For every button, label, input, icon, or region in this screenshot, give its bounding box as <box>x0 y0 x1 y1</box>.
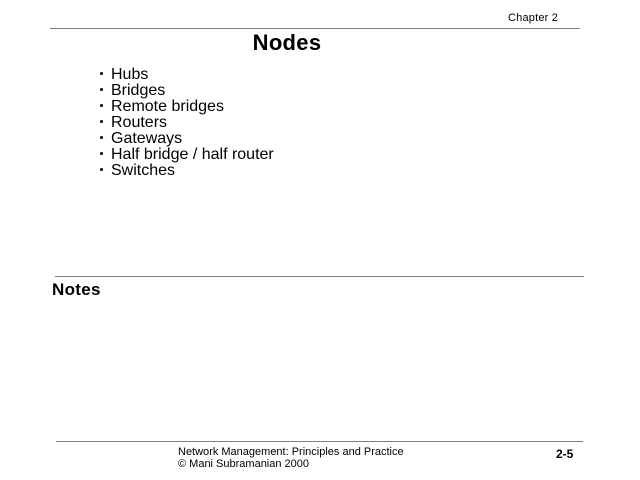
list-item <box>100 115 274 131</box>
list-item <box>100 163 274 179</box>
bullet-icon <box>100 88 103 91</box>
footer-book-title: Network Management: Principles and Practice <box>178 446 404 458</box>
notes-heading: Notes <box>52 280 101 299</box>
slide-title: Nodes <box>252 30 322 55</box>
chapter-label: Chapter 2 <box>508 12 559 24</box>
list-item-text: Half bridge / half router <box>111 146 274 163</box>
page-number: 2-5 <box>556 447 574 461</box>
bullet-icon <box>100 168 103 171</box>
list-item <box>100 67 274 83</box>
list-item-text: Gateways <box>111 130 183 147</box>
bullet-icon <box>100 136 103 139</box>
bullet-icon <box>100 72 103 75</box>
list-item-text: Switches <box>111 162 176 179</box>
bullet-icon <box>100 120 103 123</box>
bullet-icon <box>100 104 103 107</box>
list-item-text: Remote bridges <box>111 98 224 115</box>
bullet-icon <box>100 152 103 155</box>
list-item <box>100 99 274 115</box>
header-divider <box>50 28 580 29</box>
list-item <box>100 147 274 163</box>
notes-divider <box>55 276 584 277</box>
footer-copyright: © Mani Subramanian 2000 <box>178 458 310 470</box>
footer <box>178 446 404 470</box>
list-item <box>100 131 274 147</box>
list-item-text: Routers <box>111 114 168 131</box>
list-item-text: Hubs <box>111 66 149 83</box>
list-item-text: Bridges <box>111 82 166 99</box>
list-item <box>100 83 274 99</box>
bullet-list <box>100 67 274 179</box>
footer-divider <box>56 441 583 442</box>
